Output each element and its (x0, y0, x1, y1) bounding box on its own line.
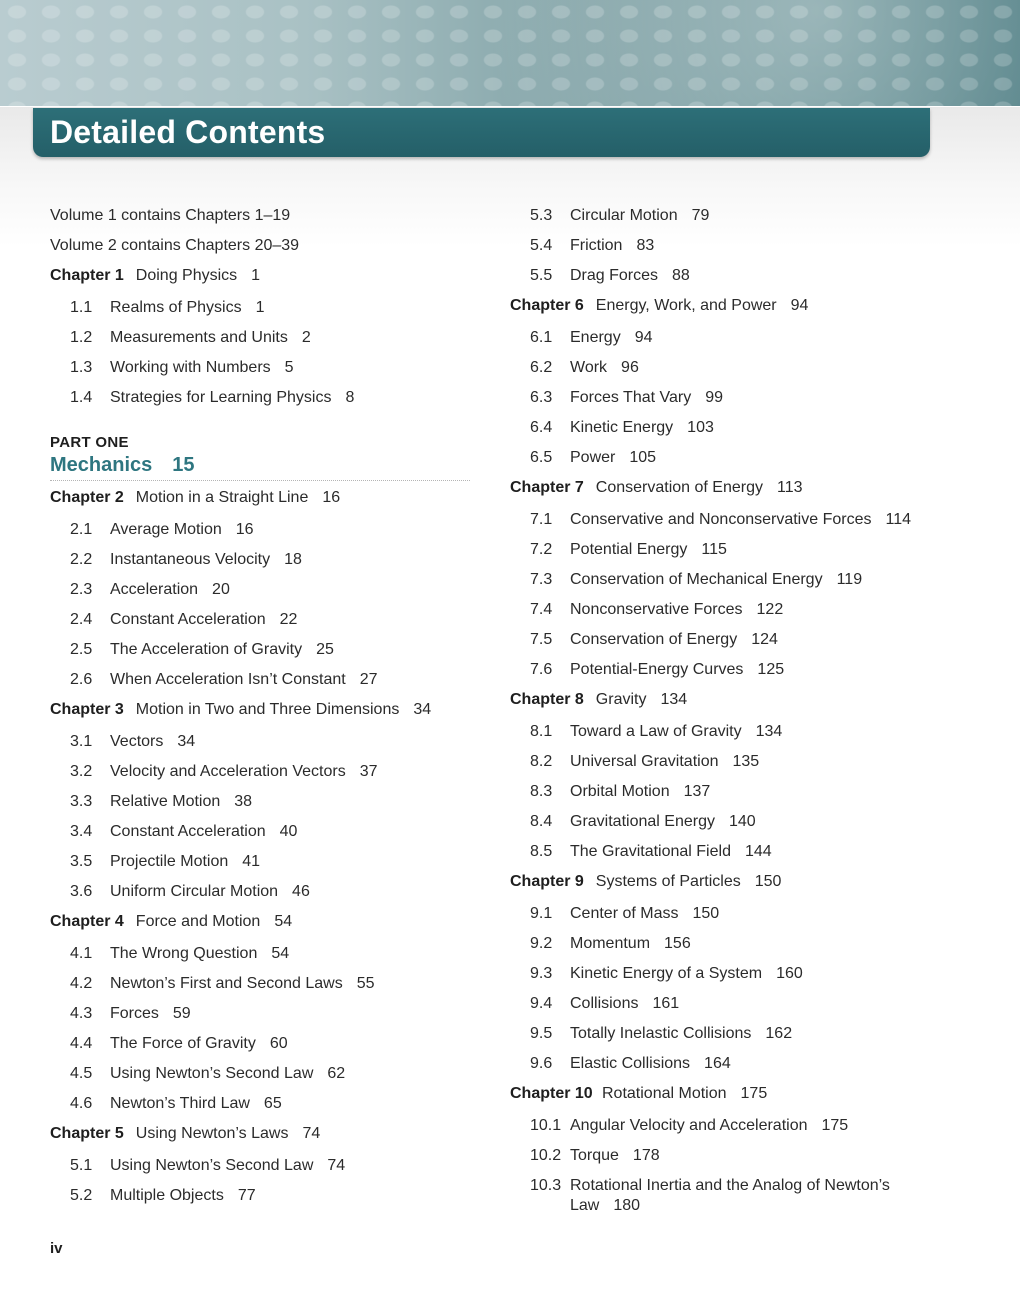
section-entry[interactable] (510, 837, 930, 867)
section-number: 10.3 (530, 1177, 562, 1194)
part-label: PART ONE (50, 434, 129, 451)
section-number: 3.5 (70, 853, 93, 870)
section-entry[interactable] (50, 939, 470, 969)
section-title (570, 1171, 910, 1216)
section-number: 6.4 (530, 419, 553, 436)
section-number: 9.6 (530, 1055, 553, 1072)
page-number: 175 (740, 1085, 768, 1102)
chapter-entry[interactable] (510, 867, 930, 899)
section-entry[interactable] (510, 261, 930, 291)
section-entry[interactable] (50, 605, 470, 635)
section-entry[interactable] (510, 353, 930, 383)
section-number: 9.1 (530, 905, 553, 922)
section-entry[interactable] (510, 443, 930, 473)
section-title: Instantaneous Velocity (110, 551, 271, 568)
page-number: 27 (359, 671, 378, 688)
section-entry[interactable] (50, 323, 470, 353)
section-number: 3.3 (70, 793, 93, 810)
page-number: 77 (237, 1187, 256, 1204)
section-title: Nonconservative Forces (570, 601, 743, 618)
page-number: 113 (777, 479, 803, 496)
chapter-entry[interactable] (510, 1079, 930, 1111)
section-title: Toward a Law of Gravity (570, 723, 742, 740)
page-number: 144 (744, 843, 772, 860)
page-number: 96 (621, 359, 639, 376)
section-entry[interactable] (510, 899, 930, 929)
title-bar (33, 108, 930, 157)
page-number: 161 (652, 995, 680, 1012)
section-number: 7.4 (530, 601, 553, 618)
page-number: 160 (776, 965, 803, 982)
section-entry[interactable] (510, 231, 930, 261)
section-entry[interactable] (50, 817, 470, 847)
section-entry[interactable] (50, 1181, 470, 1211)
page-number: 124 (751, 631, 778, 648)
section-entry[interactable] (50, 353, 470, 383)
page-number: 54 (271, 945, 290, 962)
section-title: Elastic Collisions (570, 1055, 691, 1072)
chapter-label: Chapter 6 (510, 297, 584, 314)
section-title: Relative Motion (110, 793, 221, 810)
section-entry[interactable] (510, 807, 930, 837)
page-number: 5 (284, 359, 294, 376)
chapter-entry[interactable] (510, 473, 930, 505)
chapter-entry[interactable] (50, 1119, 470, 1151)
section-title: Newton’s First and Second Laws (110, 975, 343, 992)
section-number: 2.4 (70, 611, 93, 628)
chapter-entry[interactable] (50, 261, 470, 293)
section-title: Orbital Motion (570, 783, 670, 800)
chapter-title: Rotational Motion (602, 1085, 727, 1102)
chapter-label: Chapter 8 (510, 691, 584, 708)
chapter-label: Chapter 1 (50, 267, 124, 284)
section-number: 8.5 (530, 843, 553, 860)
page-number: 134 (755, 723, 783, 740)
page-number: 22 (279, 611, 298, 628)
section-title: Circular Motion (570, 207, 678, 224)
page-number: 74 (302, 1125, 321, 1142)
section-title: Energy (570, 329, 621, 346)
section-title: The Force of Gravity (110, 1035, 256, 1052)
section-number: 7.2 (530, 541, 553, 558)
part-title[interactable] (50, 452, 470, 481)
volume-note: Volume 1 contains Chapters 1–19 (50, 207, 291, 224)
chapter-title: Energy, Work, and Power (595, 297, 777, 314)
section-title: Using Newton’s Second Law (110, 1065, 314, 1082)
section-entry[interactable] (50, 727, 470, 757)
section-entry[interactable] (50, 545, 470, 575)
section-number: 9.2 (530, 935, 553, 952)
section-title: Acceleration (110, 581, 199, 598)
section-number: 5.2 (70, 1187, 93, 1204)
section-number: 4.5 (70, 1065, 93, 1082)
page-number: 40 (279, 823, 298, 840)
page-number: 150 (692, 905, 720, 922)
section-title: Projectile Motion (110, 853, 229, 870)
page-number: 122 (756, 601, 784, 618)
page-number: 156 (664, 935, 691, 952)
chapter-title: Motion in Two and Three Dimensions (135, 701, 400, 718)
section-entry[interactable] (510, 323, 930, 353)
page-folio: iv (50, 1240, 63, 1257)
chapter-label: Chapter 4 (50, 913, 124, 930)
page-number: 115 (701, 541, 727, 558)
section-title: Conservation of Energy (570, 631, 738, 648)
section-entry[interactable] (50, 999, 470, 1029)
section-number: 7.6 (530, 661, 553, 678)
page-number: 114 (885, 511, 911, 528)
section-number: 6.5 (530, 449, 553, 466)
chapter-title: Doing Physics (135, 267, 238, 284)
page-number: 1 (255, 299, 265, 316)
chapter-title: Force and Motion (135, 913, 261, 930)
section-entry[interactable] (510, 655, 930, 685)
section-number: 9.5 (530, 1025, 553, 1042)
page-number: 134 (660, 691, 688, 708)
section-entry[interactable] (510, 565, 930, 595)
page-number: 135 (732, 753, 760, 770)
banner-pattern (0, 0, 1020, 106)
section-number: 3.6 (70, 883, 93, 900)
section-number: 7.1 (530, 511, 553, 528)
chapter-label: Chapter 2 (50, 489, 124, 506)
page-number: 2 (301, 329, 311, 346)
toc-left-column (50, 201, 470, 1211)
section-title: Totally Inelastic Collisions (570, 1025, 752, 1042)
section-title: Work (570, 359, 608, 376)
section-entry[interactable] (50, 1089, 470, 1119)
volume-note: Volume 2 contains Chapters 20–39 (50, 237, 300, 254)
section-number: 7.3 (530, 571, 553, 588)
spacer (50, 413, 470, 434)
section-entry[interactable] (510, 1019, 930, 1049)
chapter-title: Systems of Particles (595, 873, 741, 890)
page-number: 37 (359, 763, 378, 780)
section-number: 10.1 (530, 1117, 562, 1134)
section-title: Conservative and Nonconservative Forces (570, 511, 872, 528)
section-number: 9.3 (530, 965, 553, 982)
section-title: Momentum (570, 935, 651, 952)
section-number: 1.2 (70, 329, 93, 346)
section-title: Constant Acceleration (110, 611, 266, 628)
page-number: 94 (790, 297, 809, 314)
page-number: 54 (274, 913, 293, 930)
section-number: 8.2 (530, 753, 553, 770)
section-entry[interactable] (50, 847, 470, 877)
page-number: 150 (754, 873, 782, 890)
section-entry[interactable] (510, 777, 930, 807)
section-number: 1.1 (70, 299, 93, 316)
section-title-text: Rotational Inertia and the Analog of Newton’s Law (570, 1177, 890, 1214)
chapter-title: Using Newton’s Laws (135, 1125, 289, 1142)
page-number: 34 (413, 701, 432, 718)
chapter-label: Chapter 7 (510, 479, 584, 496)
page-number: 119 (836, 571, 863, 588)
section-number: 5.4 (530, 237, 553, 254)
chapter-entry[interactable] (50, 695, 470, 727)
section-title: Vectors (110, 733, 164, 750)
page-number: 83 (636, 237, 655, 254)
section-entry[interactable] (510, 1171, 930, 1221)
page-number: 18 (284, 551, 302, 568)
page-number: 34 (177, 733, 196, 750)
section-entry[interactable] (510, 535, 930, 565)
page-number: 79 (691, 207, 710, 224)
section-number: 8.1 (530, 723, 553, 740)
section-title: Center of Mass (570, 905, 679, 922)
section-number: 3.2 (70, 763, 93, 780)
section-entry[interactable] (50, 1029, 470, 1059)
section-entry[interactable] (510, 1049, 930, 1079)
page-number: 180 (613, 1197, 641, 1214)
page-number: 1 (251, 267, 261, 284)
page-number: 175 (821, 1117, 849, 1134)
chapter-label: Chapter 10 (510, 1085, 593, 1102)
page-number: 20 (212, 581, 230, 598)
page-number: 140 (728, 813, 756, 830)
section-entry[interactable] (50, 757, 470, 787)
section-number: 1.4 (70, 389, 93, 406)
section-entry[interactable] (510, 747, 930, 777)
section-number: 2.6 (70, 671, 93, 688)
page-number: 137 (683, 783, 711, 800)
section-number: 4.3 (70, 1005, 93, 1022)
section-number: 8.3 (530, 783, 553, 800)
page-number: 94 (634, 329, 653, 346)
section-title: Potential-Energy Curves (570, 661, 744, 678)
page-number: 164 (704, 1055, 731, 1072)
section-title: Collisions (570, 995, 639, 1012)
section-title: Uniform Circular Motion (110, 883, 279, 900)
section-entry[interactable] (510, 959, 930, 989)
section-number: 2.1 (70, 521, 93, 538)
section-number: 9.4 (530, 995, 553, 1012)
section-number: 6.3 (530, 389, 553, 406)
section-entry[interactable] (510, 989, 930, 1019)
section-title: Friction (570, 237, 623, 254)
section-entry[interactable] (510, 201, 930, 231)
page-number: 41 (242, 853, 261, 870)
section-title: Drag Forces (570, 267, 659, 284)
page-number: 74 (327, 1157, 346, 1174)
section-number: 8.4 (530, 813, 553, 830)
section-title: Strategies for Learning Physics (110, 389, 332, 406)
section-number: 2.3 (70, 581, 93, 598)
page-number: 178 (632, 1147, 660, 1164)
section-title: Working with Numbers (110, 359, 271, 376)
section-title: The Gravitational Field (570, 843, 731, 860)
section-entry[interactable] (510, 505, 930, 535)
section-number: 5.1 (70, 1157, 93, 1174)
section-entry[interactable] (50, 515, 470, 545)
page-number: 103 (687, 419, 714, 436)
section-title: Conservation of Mechanical Energy (570, 571, 823, 588)
section-number: 6.2 (530, 359, 553, 376)
section-title: Multiple Objects (110, 1187, 224, 1204)
part-name: Mechanics (50, 454, 153, 476)
section-number: 3.4 (70, 823, 93, 840)
section-number: 6.1 (530, 329, 553, 346)
page-title: Detailed Contents (50, 114, 326, 150)
section-title: Kinetic Energy of a System (570, 965, 763, 982)
page-number: 105 (629, 449, 657, 466)
section-number: 5.5 (530, 267, 553, 284)
page-number: 88 (672, 267, 690, 284)
section-number: 3.1 (70, 733, 93, 750)
section-entry[interactable] (510, 413, 930, 443)
section-title: Velocity and Acceleration Vectors (110, 763, 346, 780)
section-entry[interactable] (50, 635, 470, 665)
section-entry[interactable] (50, 383, 470, 413)
page-number: 55 (356, 975, 375, 992)
page-number: 62 (327, 1065, 346, 1082)
section-number: 2.5 (70, 641, 93, 658)
section-entry[interactable] (50, 1059, 470, 1089)
page-number: 16 (235, 521, 254, 538)
chapter-title: Motion in a Straight Line (135, 489, 309, 506)
section-entry[interactable] (510, 625, 930, 655)
section-number: 2.2 (70, 551, 93, 568)
section-title: Using Newton’s Second Law (110, 1157, 314, 1174)
page-number: 59 (172, 1005, 191, 1022)
section-title: Average Motion (110, 521, 222, 538)
page-number: 125 (757, 661, 785, 678)
section-entry[interactable] (50, 293, 470, 323)
section-title: When Acceleration Isn’t Constant (110, 671, 346, 688)
page-number: 99 (705, 389, 724, 406)
section-number: 4.2 (70, 975, 93, 992)
page-number: 162 (765, 1025, 793, 1042)
section-entry[interactable] (510, 929, 930, 959)
toc-right-column (510, 201, 930, 1221)
section-entry[interactable] (50, 665, 470, 695)
chapter-label: Chapter 5 (50, 1125, 124, 1142)
section-number: 4.1 (70, 945, 93, 962)
section-entry[interactable] (510, 1141, 930, 1171)
section-number: 10.2 (530, 1147, 562, 1164)
section-number: 7.5 (530, 631, 553, 648)
section-title: The Wrong Question (110, 945, 258, 962)
chapter-entry[interactable] (50, 483, 470, 515)
section-title: Forces (110, 1005, 159, 1022)
page-number: 38 (234, 793, 253, 810)
chapter-title: Conservation of Energy (595, 479, 763, 496)
page-number: 25 (316, 641, 334, 658)
section-entry[interactable] (50, 877, 470, 907)
section-entry[interactable] (510, 717, 930, 747)
section-title: Constant Acceleration (110, 823, 266, 840)
page-number: 60 (269, 1035, 288, 1052)
section-entry[interactable] (510, 595, 930, 625)
section-entry[interactable] (510, 383, 930, 413)
page-number: 8 (345, 389, 355, 406)
section-entry[interactable] (50, 1151, 470, 1181)
chapter-entry[interactable] (510, 291, 930, 323)
section-entry[interactable] (50, 575, 470, 605)
section-entry[interactable] (50, 969, 470, 999)
section-entry[interactable] (50, 787, 470, 817)
section-title: Gravitational Energy (570, 813, 715, 830)
section-number: 4.6 (70, 1095, 93, 1112)
chapter-entry[interactable] (510, 685, 930, 717)
chapter-label: Chapter 9 (510, 873, 584, 890)
section-title: Power (570, 449, 616, 466)
page-number: 65 (263, 1095, 282, 1112)
section-title: Universal Gravitation (570, 753, 719, 770)
page-number: 15 (172, 454, 195, 476)
section-title: Realms of Physics (110, 299, 242, 316)
section-title: Newton’s Third Law (110, 1095, 250, 1112)
chapter-entry[interactable] (50, 907, 470, 939)
section-entry[interactable] (510, 1111, 930, 1141)
section-number: 5.3 (530, 207, 553, 224)
section-title: Torque (570, 1147, 619, 1164)
chapter-label: Chapter 3 (50, 701, 124, 718)
section-title: Angular Velocity and Acceleration (570, 1117, 808, 1134)
section-title: Measurements and Units (110, 329, 288, 346)
section-title: The Acceleration of Gravity (110, 641, 303, 658)
section-title: Potential Energy (570, 541, 688, 558)
section-title: Kinetic Energy (570, 419, 674, 436)
page-number: 16 (322, 489, 341, 506)
section-title: Forces That Vary (570, 389, 692, 406)
chapter-title: Gravity (595, 691, 647, 708)
section-number: 4.4 (70, 1035, 93, 1052)
section-number: 1.3 (70, 359, 93, 376)
page-number: 46 (292, 883, 310, 900)
